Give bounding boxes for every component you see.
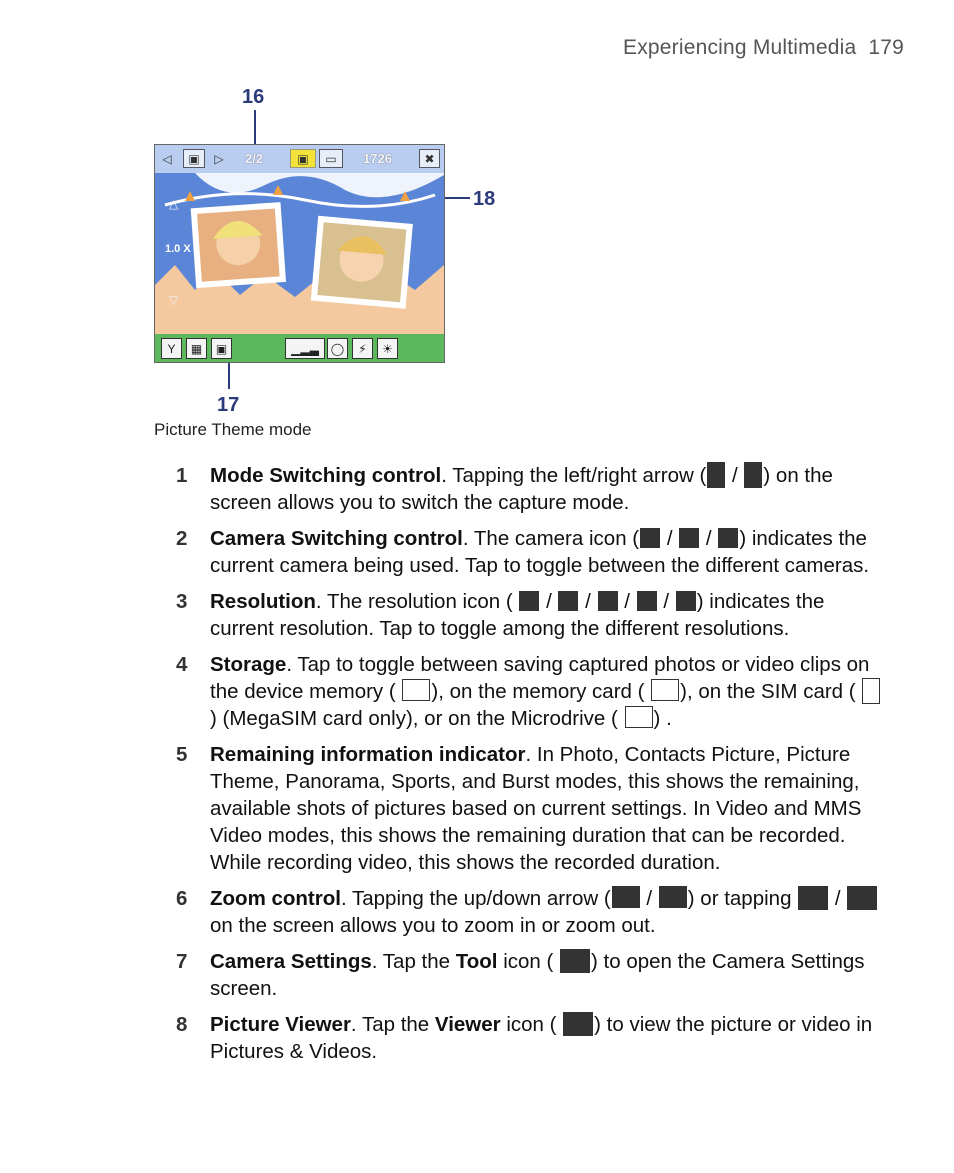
camera-third-icon xyxy=(718,528,738,548)
item-text: / xyxy=(640,887,658,910)
item-number: 6 xyxy=(176,887,188,910)
item-text: ) indicates the current resolution. Tap to toggle among the different resolutions. xyxy=(210,590,825,640)
left-arrow-icon xyxy=(707,462,725,488)
viewer-icon[interactable]: ▦ xyxy=(186,338,207,359)
close-icon[interactable]: ✖ xyxy=(419,149,440,168)
storage-icon[interactable]: ▭ xyxy=(319,149,343,168)
item-text: ) to view the picture or video in Pictures & Videos. xyxy=(210,1013,873,1063)
callout-16: 16 xyxy=(242,86,265,108)
list-item xyxy=(176,948,886,1002)
resolution-2m-icon xyxy=(676,591,696,611)
list-item xyxy=(176,741,886,876)
photo-left xyxy=(191,202,286,288)
item-text: ), on the memory card ( xyxy=(431,680,651,703)
viewer-icon xyxy=(563,1012,593,1036)
mode-left-arrow-icon[interactable]: ◁ xyxy=(162,151,172,166)
list-item xyxy=(176,525,886,579)
resolution-m-icon xyxy=(558,591,578,611)
callout-18: 18 xyxy=(473,188,496,210)
item-text: on the screen allows you to zoom in or zoom out. xyxy=(210,914,656,937)
item-text: / xyxy=(829,887,847,910)
list-item xyxy=(176,885,886,939)
item-text: / xyxy=(661,527,679,550)
white-balance-icon[interactable]: ☀ xyxy=(377,338,398,359)
camera-main-icon xyxy=(640,528,660,548)
item-text: . Tapping the up/down arrow ( xyxy=(340,887,611,910)
zoom-up-arrow-icon xyxy=(612,886,640,908)
item-text: / xyxy=(618,590,636,613)
photo-right xyxy=(311,216,413,309)
item-text: . Tap to toggle between saving captured photos or video clips on the device memory ( xyxy=(210,653,870,703)
item-text: . The camera icon ( xyxy=(462,527,640,550)
item-number: 1 xyxy=(176,464,188,487)
theme-counter: 2/2 xyxy=(245,151,264,166)
item-text: . Tapping the left/right arrow ( xyxy=(441,464,707,487)
callout-17-line xyxy=(228,361,230,389)
item-text: icon ( xyxy=(500,1013,563,1036)
item-number: 8 xyxy=(176,1013,188,1036)
item-number: 2 xyxy=(176,527,188,550)
camera-screen xyxy=(154,144,445,363)
item-text: ) indicates the current camera being used. Tap to toggle between the different cameras. xyxy=(210,527,870,577)
item-number: 3 xyxy=(176,590,188,613)
item-text: ) to open the Camera Settings screen. xyxy=(210,950,865,1000)
remaining-indicator: 1726 xyxy=(363,151,392,166)
list-item xyxy=(176,462,886,516)
brightness-bar-icon[interactable]: ▁▂▃ xyxy=(285,338,325,359)
item-text: . In Photo, Contacts Picture, Picture Theme, Panorama, Sports, and Burst modes, this shows the remaining, available shots of pictures based on current settings. In Video and MMS Video modes, this shows the remaining duration that can be recorded. While recording video, this shows the recorded duration. xyxy=(210,743,862,874)
item-text: ), on the SIM card ( xyxy=(680,680,862,703)
theme-background xyxy=(155,145,444,362)
right-arrow-icon xyxy=(744,462,762,488)
page-header xyxy=(623,36,904,60)
page-number: 179 xyxy=(868,36,904,59)
tool-icon[interactable]: Y xyxy=(161,338,182,359)
item-text: . Tap the xyxy=(350,1013,435,1036)
callout-16-line xyxy=(254,110,256,144)
item-number: 7 xyxy=(176,950,188,973)
mode-right-arrow-icon[interactable]: ▷ xyxy=(214,151,224,166)
camera-mode-icon[interactable]: ▣ xyxy=(183,149,205,168)
item-number: 5 xyxy=(176,743,188,766)
item-text: ) (MegaSIM card only), or on the Microdrive ( xyxy=(210,707,624,730)
zoom-out-icon xyxy=(847,886,877,910)
item-title: Zoom control xyxy=(210,887,341,910)
item-text: / xyxy=(726,464,744,487)
item-title: Mode Switching control xyxy=(210,464,442,487)
zoom-down-arrow-icon xyxy=(659,886,687,908)
zoom-down-arrow-icon[interactable]: ▽ xyxy=(169,293,179,307)
feature-list xyxy=(176,462,886,1074)
sim-card-icon xyxy=(862,678,880,704)
camera-second-icon xyxy=(679,528,699,548)
tool-icon xyxy=(560,949,590,973)
item-text: ) . xyxy=(653,707,672,730)
memory-card-icon xyxy=(651,679,679,701)
item-text: / xyxy=(540,590,558,613)
list-item xyxy=(176,588,886,642)
callout-17: 17 xyxy=(217,394,240,416)
item-text: . Tap the xyxy=(371,950,456,973)
item-title: Resolution xyxy=(210,590,316,613)
camera-switch-icon[interactable]: ▣ xyxy=(290,149,316,168)
top-toolbar xyxy=(155,145,444,173)
item-title: Storage xyxy=(210,653,287,676)
resolution-1m-icon xyxy=(637,591,657,611)
item-title: Camera Switching control xyxy=(210,527,463,550)
bottom-toolbar xyxy=(155,334,444,362)
item-title: Remaining information indicator xyxy=(210,743,526,766)
microdrive-icon xyxy=(625,706,653,728)
resolution-s-icon xyxy=(519,591,539,611)
item-text: / xyxy=(579,590,597,613)
item-text: ) or tapping xyxy=(687,887,798,910)
item-text: . The resolution icon ( xyxy=(315,590,519,613)
zoom-level: 1.0 X xyxy=(165,243,191,255)
device-memory-icon xyxy=(402,679,430,701)
flash-icon[interactable]: ⚡ xyxy=(352,338,373,359)
item-text: icon ( xyxy=(497,950,560,973)
timer-icon[interactable]: ◯ xyxy=(327,338,348,359)
item-text: ) on the screen allows you to switch the capture mode. xyxy=(210,464,833,514)
list-item xyxy=(176,651,886,732)
figure-caption: Picture Theme mode xyxy=(154,420,312,439)
item-number: 4 xyxy=(176,653,188,676)
item-bold-text: Viewer xyxy=(434,1013,501,1036)
item-text: / xyxy=(700,527,718,550)
section-title: Experiencing Multimedia xyxy=(622,36,857,59)
zoom-up-arrow-icon[interactable]: △ xyxy=(169,197,179,211)
list-item xyxy=(176,1011,886,1065)
resolution-l-icon xyxy=(598,591,618,611)
item-bold-text: Tool xyxy=(455,950,498,973)
picture-theme-icon[interactable]: ▣ xyxy=(211,338,232,359)
item-text: / xyxy=(657,590,675,613)
zoom-in-icon xyxy=(798,886,828,910)
item-title: Picture Viewer xyxy=(210,1013,351,1036)
zoom-control xyxy=(165,197,191,307)
item-title: Camera Settings xyxy=(210,950,372,973)
